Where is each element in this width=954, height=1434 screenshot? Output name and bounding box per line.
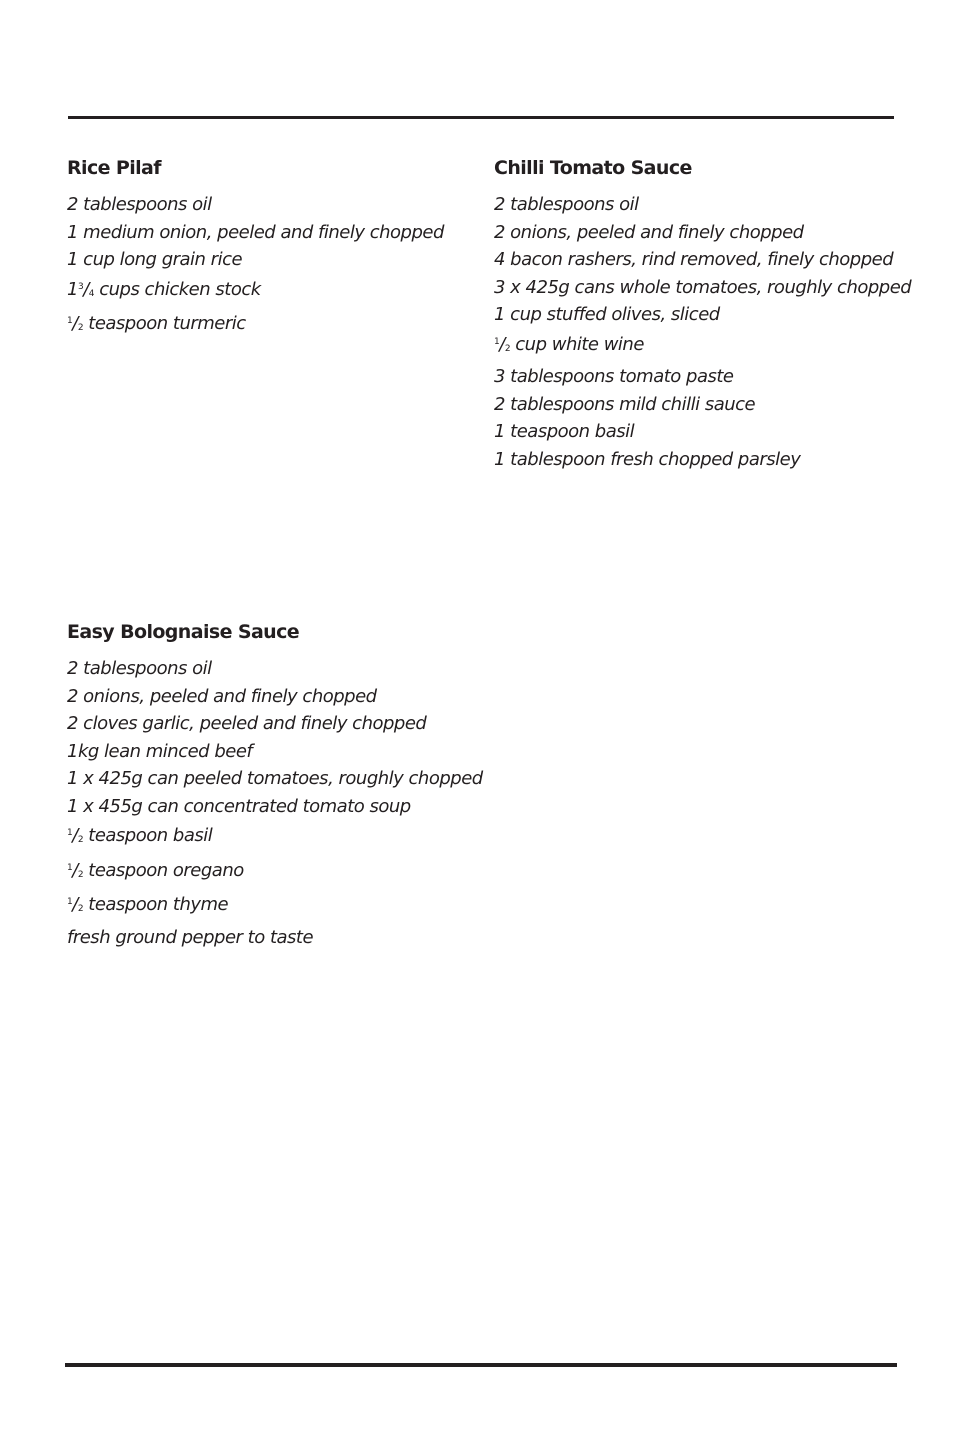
ingredient-list [67,191,467,343]
recipe-title: Chilli Tomato Sauce [494,157,692,179]
ingredient-item: 4 bacon rashers, rind removed, finely chopped [494,249,894,270]
ingredient-item: fresh ground pepper to taste [67,926,314,948]
recipe-title: Easy Bolognaise Sauce [67,621,300,643]
recipe-easy-bolognaise-sauce [67,619,487,951]
ingredient-item: 2 tablespoons oil [67,194,212,215]
ingredient-item: 2 onions, peeled and finely chopped [67,685,377,707]
ingredient-item: 1 x 455g can concentrated tomato soup [67,795,411,817]
top-divider [68,116,894,119]
ingredient-item: 1 tablespoon fresh chopped parsley [494,448,801,470]
ingredient-item: $^1$/2 teaspoon basil [67,825,213,846]
ingredient-item: 2 cloves garlic, peeled and finely chopped [67,713,427,734]
recipe-title: Rice Pilaf [67,157,161,179]
ingredient-item: 3 tablespoons tomato paste [494,366,734,387]
ingredient-list [67,655,487,951]
ingredient-item: 2 onions, peeled and finely chopped [494,221,804,243]
ingredient-item: $^1$/2 teaspoon thyme [67,894,229,915]
ingredient-item: $^1$/2 teaspoon turmeric [67,313,246,334]
bottom-divider [65,1363,897,1367]
ingredient-item: 2 tablespoons mild chilli sauce [494,393,756,415]
ingredient-item: 1 cup long grain rice [67,249,243,270]
recipe-chilli-tomato-sauce [494,155,914,473]
ingredient-item: 1 x 425g can peeled tomatoes, roughly chopped [67,768,483,789]
ingredient-item: 1 cup stuffed olives, sliced [494,304,720,325]
ingredient-item: $^1$/2 teaspoon oregano [67,859,244,881]
ingredient-item: 1 medium onion, peeled and finely chopped [67,221,444,243]
ingredient-item: 3 x 425g cans whole tomatoes, roughly chopped [494,276,912,298]
ingredient-list [494,191,914,473]
ingredient-item: 2 tablespoons oil [67,658,212,679]
ingredient-item: $^1$/2 cup white wine [494,333,644,355]
recipe-rice-pilaf [67,155,467,343]
ingredient-item: 1kg lean minced beef [67,740,253,762]
ingredient-item: 1 teaspoon basil [494,421,635,442]
ingredient-item: 2 tablespoons oil [494,194,639,215]
ingredient-item: $1^3/4$ cups chicken stock [67,278,261,300]
